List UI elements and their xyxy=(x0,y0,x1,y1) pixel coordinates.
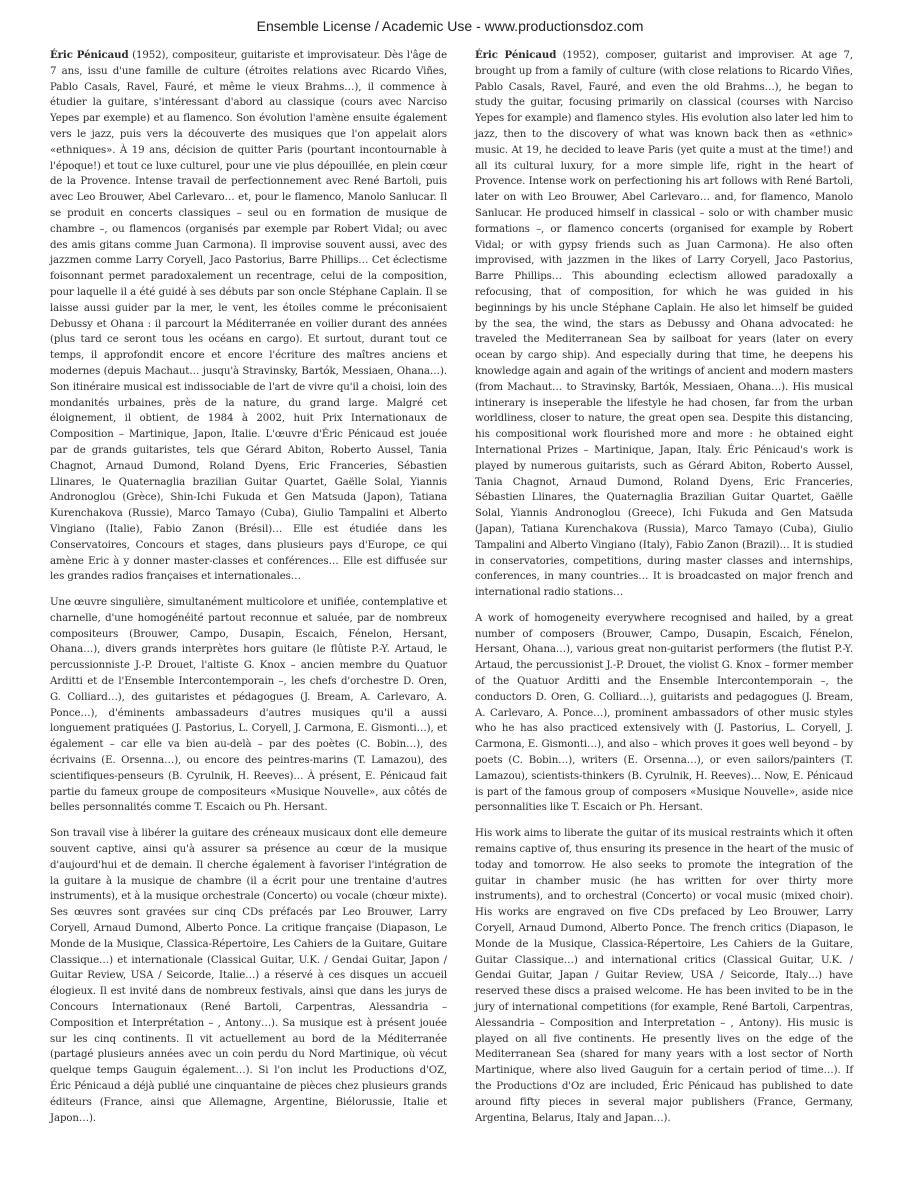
french-paragraph-1-text: (1952), compositeur, guitariste et improvisateur. Dès l'âge de 7 ans, issu d'une famille de culture (étroites relations avec Ricardo Viñes, Pablo Casals, Ravel, Fauré, et même le vieux Brahms…), il commence à étudier la guitare, s'intéressant d'abord au classique (cours avec Narciso Yepes par exemple) et au flamenco. Son évolution l'amène ensuite également vers le jazz, puis vers la découverte des musiques que l'on appelait alors «ethniques». À 19 ans, décision de quitter Paris (pourtant incontournable à l'époque!) et tout ce luxe culturel, pour une vie plus dépouillée, en plein cœur de la Provence. Intense travail de perfectionnement avec René Bartoli, puis avec Leo Brouwer, Abel Carlevaro… et, pour le flamenco, Manolo Sanlucar. Il se produit en concerts classiques – seul ou en formation de musique de chambre –, ou flamencos (organisés par exemple par Robert Vidal; ou avec des amis gitans comme Juan Carmona). Il improvise souvent aussi, avec des jazzmen comme Larry Coryell, Jaco Pastorius, Barre Phillips… Cet éclectisme foisonnant permet paradoxalement un recentrage, celui de la composition, pour laquelle il a été guidé à ses débuts par son oncle Stéphane Caplain. Il se laisse aussi guider par la mer, le vent, les étoiles comme le préconisaient Debussy et Ohana : il parcourt la Méditerranée en voilier durant des années (plus tard ce seront tous les océans en cargo). Et surtout, durant tout ce temps, il approfondit encore et encore l'écriture des maîtres anciens et modernes (depuis Machaut… jusqu'à Stravinsky, Bartók, Messiaen, Ohana…). Son itinéraire musical est indissociable de l'art de vivre qu'il a choisi, loin des mondanités urbaines, près de la nature, du grand large. Malgré cet éloignement, il obtient, de 1984 à 2002, huit Prix Internationaux de Composition – Martinique, Japon, Italie. L'œuvre d'Éric Pénicaud est jouée par de grands guitaristes, tels que Gérard Abiton, Roberto Aussel, Tania Chagnot, Arnaud Dumond, Roland Dyens, Eric Franceries, Sébastien Llinares, le Quaternaglia brazilian Guitar Quartet, Gaëlle Solal, Yiannis Andronoglou (Grèce), Shin-Ichi Fukuda et Gen Matsuda (Japon), Tatiana Kurenchakova (Russie), Marco Tamayo (Cuba), Giulio Tampalini et Alberto Vingiano (Italie), Fabio Zanon (Brésil)… Elle est étudiée dans les Conservatoires, Concours et stages, dans plusieurs pays d'Europe, ce qui amène Eric à y donner master-classes et conférences… Elle est diffusée sur les grandes radios françaises et internationales… xyxy=(50,50,447,583)
french-paragraph-3: Son travail vise à libérer la guitare des créneaux musicaux dont elle demeure souvent captive, ainsi qu'à assurer sa présence au cœur de la musique d'aujourd'hui et de demain. Il cherche également à favoriser l'intégration de la guitare à la musique de chambre (il a écrit pour une trentaine d'autres instruments), et à la musique orchestrale (Concerto) ou vocale (chœur mixte). Ses œuvres sont gravées sur cinq CDs préfacés par Leo Brouwer, Larry Coryell, Arnaud Dumond, Alberto Ponce. La critique française (Diapason, Le Monde de la Musique, Classica-Répertoire, Les Cahiers de la Guitare, Guitare Classique…) et internationale (Classical Guitar, U.K. / Gendai Guitar, Japon / Guitar Review, USA / Seicorde, Italie…) a réservé à ces disques un accueil élogieux. Il est invité dans de nombreux festivals, ainsi que dans les jurys de Concours Internationaux (René Bartoli, Carpentras, Alessandria – Composition et Interprétation – , Antony…). Sa musique est à présent jouée sur les cinq continents. Il vit actuellement au bord de la Méditerranée (partagé plusieurs années avec un coin perdu du Nord Martinique, où vécut quelque temps Gauguin également…). Si l'on inclut les Productions d'OZ, Éric Pénicaud a déjà publié une cinquantaine de pièces chez plusieurs grands éditeurs (France, ainsi que Allemagne, Argentine, Biélorussie, Italie et Japon…). xyxy=(50,828,447,1124)
composer-name: Éric Pénicaud xyxy=(50,49,129,61)
composer-name: Éric Pénicaud xyxy=(475,49,557,61)
french-biography-column xyxy=(50,48,447,1136)
english-biography-column xyxy=(475,48,853,1136)
french-paragraph-1 xyxy=(50,48,447,585)
english-paragraph-1-text: (1952), composer, guitarist and improviser. At age 7, brought up from a family of culture (with close relations to Ricardo Viñes, Pablo Casals, Ravel, Fauré, and even the old Brahms…), he began to study the guitar, focusing primarily on classical (courses with Narciso Yepes for example) and flamenco styles. His evolution also later led him to jazz, then to the discovery of what was known back then as «ethnic» music. At 19, he decided to leave Paris (yet quite a must at the time!) and all its cultural luxury, for a more simple life, right in the heart of Provence. Intense work on perfectioning his art follows with René Bartoli, later on with Leo Brouwer, Abel Carlevaro… and, for flamenco, Manolo Sanlucar. He produced himself in classical – solo or with chamber music formations –, or flamenco concerts (organised for example by Robert Vidal; or with gypsy friends such as Juan Carmona). He also often improvised, with jazzmen in the likes of Larry Coryell, Jaco Pastorius, Barre Phillips… This abounding eclectism allowed paradoxally a refocusing, that of composition, for which he was guided in his beginnings by his uncle Stéphane Caplain. He also let himself be guided by the sea, the wind, the stars as Debussy and Ohana advocated: he traveled the Mediterranean Sea by sailboat for years (later on every ocean by cargo ship). And especially during that time, he deepens his knowledge again and again of the writings of ancient and modern masters (from Machaut… to Stravinsky, Bartók, Messiaen, Ohana…). His musical intinerary is inseperable the lifestyle he had chosen, far from the urban worldliness, closer to nature, the great open sea. Despite this distancing, his compositional work flourished more and more : he obtained eight International Prizes – Martinique, Japan, Italy. Éric Pénicaud's work is played by numerous guitarists, such as Gérard Abiton, Roberto Aussel, Tania Chagnot, Arnaud Dumond, Roland Dyens, Eric Franceries, Sébastien Llinares, the Quaternaglia Brazilian Guitar Quartet, Gaëlle Solal, Yiannis Andronoglou (Greece), Ichi Fukuda and Gen Matsuda (Japan), Tatiana Kurenchakova (Russia), Marco Tamayo (Cuba), Giulio Tampalini and Alberto Vingiano (Italy), Fabio Zanon (Brazil)… It is studied in conservatories, competitions, during master classes and internships, conferences, in many countries… It is broadcasted on major french and international radio stations… xyxy=(475,50,854,599)
license-header: Ensemble License / Academic Use - www.productionsdoz.com xyxy=(256,18,644,34)
french-paragraph-2: Une œuvre singulière, simultanément multicolore et unifiée, contemplative et charnelle, d'une homogénéité partout reconnue et saluée, par de nombreux compositeurs (Brouwer, Campo, Dusapin, Escaich, Fénelon, Hersant, Ohana…), divers grands interprètes hors guitare (le flûtiste P.-Y. Artaud, le percussionniste J.-P. Drouet, l'altiste G. Knox – ancien membre du Quatuor Arditti et de l'Ensemble Intercontemporain –, les chefs d'orchestre D. Oren, G. Colliard…), des guitaristes et pédagogues (J. Bream, A. Carlevaro, A. Ponce…), d'éminents ambassadeurs d'autres musiques qu'il a aussi longuement pratiquées (J. Pastorius, L. Coryell, J. Carmona, E. Gismonti…), et également – car elle va bien au-delà – par des poètes (C. Bobin…), des écrivains (E. Orsenna…), ou encore des peintres-marins (T. Lamazou), des scientifiques-penseurs (B. Cyrulnik, H. Reeves)… À présent, E. Pénicaud fait partie du fameux groupe de compositeurs «Musique Nouvelle», aux côtés de belles personnalités comme T. Escaich ou Ph. Hersant. xyxy=(50,597,447,814)
english-paragraph-2: A work of homogeneity everywhere recognised and hailed, by a great number of composers (Brouwer, Campo, Dusapin, Escaich, Fénelon, Hersant, Ohana…), various great non-guitarist performers (the flutist P.-Y. Artaud, the percussionist J.-P. Drouet, the violist G. Knox – former member of the Quatuor Arditti and the Ensemble Intercontemporain –, the conductors D. Oren, G. Colliard…), guitarists and pedagogues (J. Bream, A. Carlevaro, A. Ponce…), prominent ambassadors of other music styles who he has also practiced extensively with (J. Pastorius, L. Coryell, J. Carmona, E. Gismonti…), and also – which proves it goes well beyond – by poets (C. Bobin…), writers (E. Orsenna…), or even sailors/painters (T. Lamazou), scientists-thinkers (B. Cyrulnik, H. Reeves)… Now, E. Pénicaud is part of the famous group of composers «Musique Nouvelle», aside nice personnalities like T. Escaich or Ph. Hersant. xyxy=(475,612,853,814)
english-paragraph-3: His work aims to liberate the guitar of its musical restraints which it often remains captive of, thus ensuring its presence in the heart of the music of today and tomorrow. He also seeks to promote the integration of the guitar in chamber music (he has written for over thirty more instruments), and to orchestral (Concerto) or vocal music (mixed choir). His works are engraved on five CDs prefaced by Leo Brouwer, Larry Coryell, Arnaud Dumond, Alberto Ponce. The french critics (Diapason, le Monde de la Musique, Classica-Répertoire, Les Cahiers de la Guitare, Guitar Classique…) and international critics (Classical Guitar, U.K. / Gendai Guitar, Japan / Guitar Review, USA / Seicorde, Italy…) have reserved these discs a praised welcome. He has been invited to be in the jury of international competitions (for example, René Bartoli, Carpentras, Alessandria – Composition and Interpretation – , Antony). His music is played on all five continents. He presently lives on the edge of the Mediterranean Sea (shared for many years with a lost sector of North Martinique, where also lived Gauguin for a certain period of time…). If the Productions d'Oz are included, Éric Pénicaud has published to date around fifty pieces in several major publishers (France, Germany, Argentina, Belarus, Italy and Japan…). xyxy=(475,828,853,1124)
english-paragraph-1 xyxy=(475,48,853,601)
